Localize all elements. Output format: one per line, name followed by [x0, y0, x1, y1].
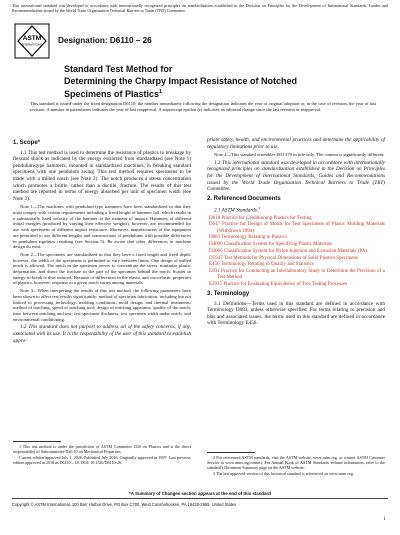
- terminology-heading: 3. Terminology: [207, 291, 250, 298]
- right-footnote-rule: [207, 452, 255, 453]
- designation: [58, 36, 152, 45]
- reference-code-link[interactable]: D647: [209, 222, 221, 228]
- note-1: Note 1—The machines with pendulum-type hammers have been standardized in that they must comply with certain requirements including a fixed height of hammer fall, which results in a substantially fixed velocity of the hammer at the moment of impact. Hammers of different initial energies (produced by varying their effective weights), however, are recommended for use with specimens of different impact resistance. Moreover, manufacturers of the equipment are permitted to use different lengths and constructions of pendulums with possible differences in pendulum rigidities resulting (see Section 5). Be aware that other differences in machine design do exist.: [13, 204, 191, 250]
- footer-rule: [12, 498, 388, 499]
- paragraph-1-1: 1.1 This test method is used to determine the resistance of plastics to breakage by flexural shock as indicated by the energy extracted from standardized (see Note 1) pendulum-type hammers, mounted in standardized machines, in breaking standard specimens with one pendulum swing. This test method requires specimens to be made with a milled notch (see Note 2). The notch produces a stress concentration which promotes a brittle, rather than a ductile, fracture. The results of this test method are reported in terms of energy absorbed per unit of specimen width (see Note 3).: [13, 149, 191, 202]
- reference-item: [209, 281, 385, 288]
- reference-title: Practice for Conditioning Plastics for Testing: [221, 215, 312, 221]
- title-footnote-marker: 1: [159, 89, 163, 95]
- footnote-1: 1 This test method is under the jurisdiction of ASTM Committee D20 on Plastics and is the direct responsibility of Subcommittee D20.10 on Mechanical Properties.: [13, 444, 191, 454]
- reference-item: [209, 255, 385, 262]
- reference-code-link[interactable]: D4000: [209, 242, 223, 248]
- reference-code-link[interactable]: D883: [209, 235, 221, 241]
- reference-code-link[interactable]: E456: [209, 262, 220, 268]
- reference-item: [209, 215, 385, 222]
- reference-title: Classification System for Nylon Injection and Extrusion Materials (PA): [223, 248, 368, 254]
- document-title: [64, 64, 304, 101]
- reference-title: Practice for Design of Molds for Test Specimens of Plastic Molding Materials (Withdrawn 1994): [217, 222, 386, 234]
- reference-title: Test Methods for Physical Dimensions of Solid Plastics Specimens: [223, 255, 358, 261]
- reference-list: [207, 216, 385, 288]
- page-number: 1: [383, 517, 386, 522]
- reference-code-link[interactable]: D618: [209, 215, 221, 221]
- paragraph-1-2: 1.2 This standard does not purport to address all of the safety concerns, if any, associated with its use. It is the responsibility of the user of this standard to establish appro-: [13, 324, 191, 344]
- designation-note: This standard is issued under the fixed designation D6110; the number immediately following the designation indicates the year of original adoption or, in the case of revision, the year of last revision. A number in parentheses indicates the year of last reapproval. A superscript epsilon (ε) indicates an editorial change since the last revision or reapproval.: [30, 101, 376, 112]
- paragraph-1-3: 1.3 This international standard was developed in accordance with internationally recognized principles on standardization established in the Decision on Principles for the Development of International Standards, Guides and Recommendations issued by the World Trade Organization Technical Barriers to Trade (TBT) Committee.: [207, 159, 385, 193]
- footnote-1-edition: Current edition approved July 1, 2026. Published July 2026. Originally approved in 1997. Last previous edition approved in 2018 as D6110 – 18. DOI: 10.1520/D6110-26.: [13, 455, 191, 465]
- designation-label: Designation: D6110 – 26: [58, 36, 152, 45]
- svg-text:INTERNATIONAL: INTERNATIONAL: [21, 43, 43, 47]
- reference-item: [209, 248, 385, 255]
- title-line-1: Standard Test Method for: [64, 64, 173, 74]
- footnote-2: 2 For referenced ASTM standards, visit the ASTM website, www.astm.org, or contact ASTM Customer Service at www.astm.org/contact. For Annual Book of ASTM Standards volume information, refer to the standard's Document Summary page on the ASTM website.: [207, 455, 385, 470]
- astm-logo: [14, 23, 50, 59]
- reference-code-link[interactable]: D5947: [209, 255, 223, 261]
- tbt-notice: This international standard was developed in accordance with internationally recognized principles on standardization established in the Decision on Principles for the Development of International Standards, Guides and Recommendations issued by the World Trade Organization Technical Barriers to Trade (TBT) Committee.: [12, 3, 388, 13]
- note-2: Note 2—The specimens are standardized in that they have a fixed length and fixed depth, however, the width of the specimens is permitted to vary between limits. One design of milled notch is allowed. The notch in the specimen serves to concentrate the stress, minimize plastic deformation, and direct the fracture to the part of the specimen behind the notch. Scatter in energy-to-break is thus reduced. Because of differences in the elastic and viscoelastic properties of plastics, however, response to a given notch varies among materials.: [13, 251, 191, 286]
- left-column: [13, 137, 191, 346]
- right-column: [207, 137, 385, 329]
- reference-item: [209, 242, 385, 248]
- copyright-address: Copyright © ASTM International, 100 Barr Harbor Drive, PO Box C700, West Conshohocken, PA 19428-2959. United States: [12, 502, 237, 507]
- summary-of-changes-notice: *A Summary of Changes section appears at the end of this standard: [129, 491, 271, 496]
- note-4: Note 4—This standard resembles ISO 179 in title only. The content is significantly different.: [214, 152, 385, 158]
- title-line-3: Specimens of Plastics: [64, 89, 160, 99]
- reference-title: Practice for Evaluating Equivalence of Two Testing Processes: [223, 281, 348, 287]
- reference-title: Classification System for Specifying Plastic Materials: [223, 242, 333, 248]
- paragraph-3-1: 3.1 Definitions—Terms used in this standard are defined in accordance with Terminology D883, unless otherwise specified. For terms relating to precision and bias and associated issues, the terms used in this standard are defined in accordance with Terminology E456.: [207, 300, 385, 327]
- footnote-3: 3 The last approved version of this historical standard is referenced on www.astm.org.: [213, 471, 354, 476]
- reference-code-link[interactable]: E691: [209, 268, 220, 274]
- paragraph-1-2-continued: priate safety, health, and environmental practices and determine the applicability of regulatory limitations prior to use.: [207, 137, 385, 150]
- reference-title: Practice for Conducting an Interlaboratory Study to Determine the Precision of a Test Method: [217, 268, 386, 281]
- svg-text:ASTM: ASTM: [22, 35, 42, 42]
- reference-code-link[interactable]: D4066: [209, 248, 223, 254]
- right-footnotes: [207, 455, 385, 477]
- reference-item: [209, 235, 385, 241]
- reference-title: Terminology Relating to Plastics: [221, 235, 287, 241]
- left-footnotes: [13, 444, 191, 466]
- reference-title: Terminology Relating to Quality and Statistics: [220, 262, 314, 268]
- note-3: Note 3—When interpreting the results of this test method, the following parameters have been shown to affect test results significantly: method of specimen fabrication, including but not limited to processing technology, molding conditions, mold design, and thermal treatments; method of notching; speed of notching tool; design of notching apparatus; quality of the notch; time between notching and test; test specimen thickness; test specimen width under notch; and environmental conditioning.: [13, 288, 191, 322]
- scope-heading: 1. Scope*: [13, 140, 41, 146]
- astm-standards-label: 2.1 ASTM Standards:$^2$: [214, 206, 261, 215]
- title-line-2: Determining the Charpy Impact Resistance of Notched: [64, 75, 298, 86]
- reference-item: [209, 222, 386, 234]
- referenced-documents-heading: 2. Referenced Documents: [207, 195, 281, 202]
- left-footnote-rule: [13, 441, 61, 442]
- reference-item: [209, 262, 385, 268]
- reference-item: [209, 268, 386, 281]
- reference-code-link[interactable]: E2935: [209, 281, 223, 287]
